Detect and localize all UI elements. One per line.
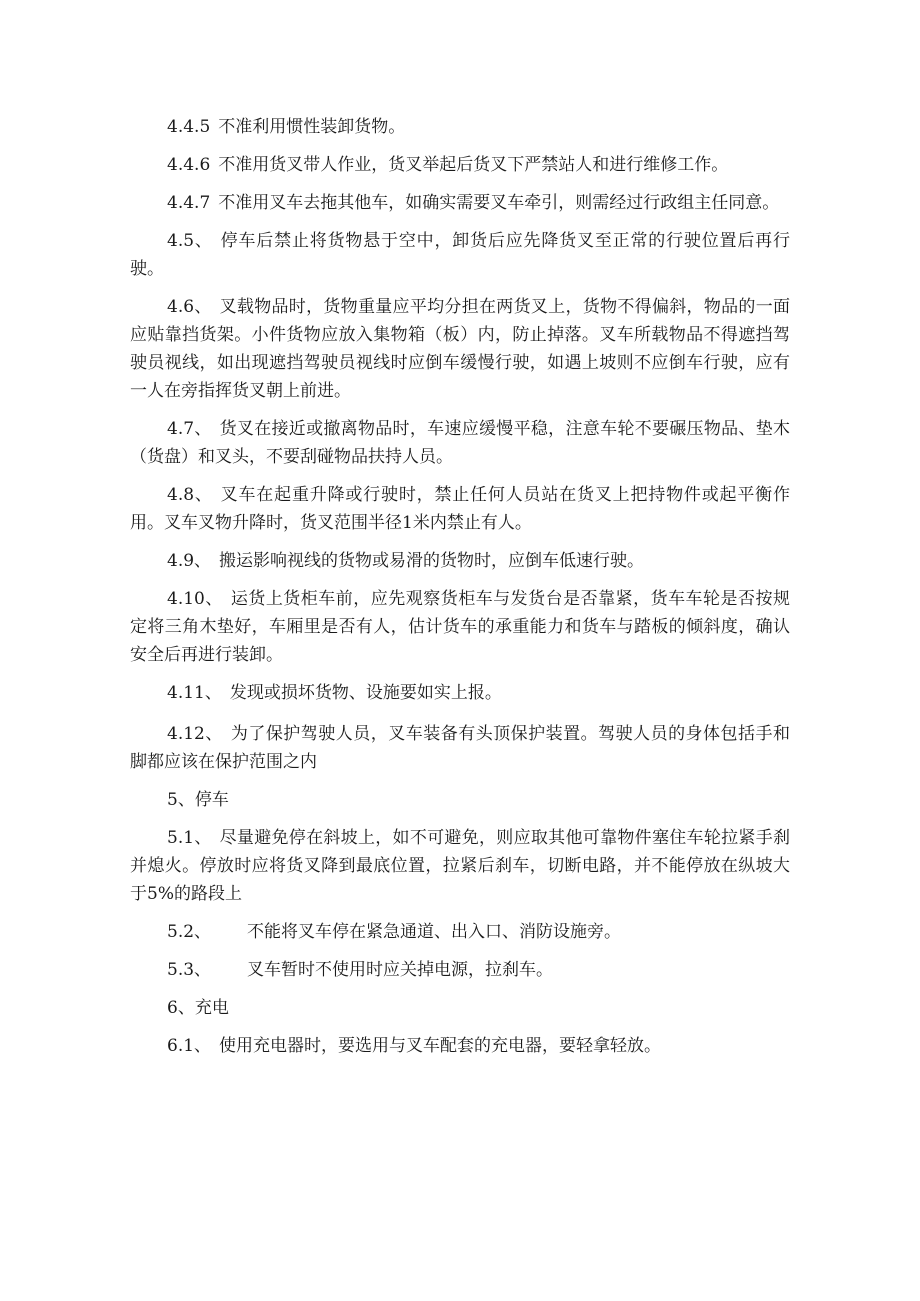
clause-number: 4.11、 [167,683,222,703]
clause-text: 搬运影响视线的货物或易滑的货物时，应倒车低速行驶。 [219,551,645,571]
clause-number: 4.4.6 [167,155,211,175]
clause-text: 尽量避免停在斜坡上，如不可避免，则应取其他可靠物件塞住车轮拉紧手刹并熄火。停放时应将货叉降到最底位置，拉紧后刹车，切断电路，并不能停放在纵坡大于5%的路段上 [130,828,790,904]
clause-4-6 [130,293,790,405]
clause-4-4-7 [130,189,790,217]
clause-4-12 [130,720,790,776]
clause-text: 叉载物品时，货物重量应平均分担在两货叉上，货物不得偏斜，物品的一面应贴靠挡货架。小件货物应放入集物箱（板）内，防止掉落。叉车所载物品不得遮挡驾驶员视线，如出现遮挡驾驶员视线时应倒车缓慢行驶，如遇上坡则不应倒车行驶，应有一人在旁指挥货叉朝上前进。 [130,297,790,401]
clause-text: 发现或损坏货物、设施要如实上报。 [229,683,502,703]
clause-number: 4.9、 [167,551,212,571]
clause-4-4-5 [130,113,790,141]
clause-4-10 [130,585,790,669]
clause-number: 4.12、 [167,724,223,744]
clause-4-9 [130,547,790,575]
clause-4-5 [130,227,790,283]
clause-text: 货叉在接近或撤离物品时，车速应缓慢平稳，注意车轮不要碾压物品、垫木（货盘）和叉头，不要刮碰物品扶持人员。 [130,419,790,467]
clause-4-7 [130,415,790,471]
clause-number: 4.5、 [167,231,213,251]
clause-text: 叉车在起重升降或行驶时，禁止任何人员站在货叉上把持物件或起平衡作用。叉车叉物升降时，货叉范围半径1米内禁止有人。 [130,485,790,533]
clause-number: 4.4.7 [167,193,211,213]
clause-number: 4.10、 [167,589,223,609]
clause-4-4-6 [130,151,790,179]
clause-number: 4.8、 [167,485,213,505]
clause-number: 5.1、 [167,828,212,848]
clause-5-3 [130,956,790,984]
document-body [130,113,790,1070]
clause-text: 不准用货叉带人作业，货叉举起后货叉下严禁站人和进行维修工作。 [218,155,729,175]
clause-text: 运货上货柜车前，应先观察货柜车与发货台是否靠紧，货车车轮是否按规定将三角木垫好，车厢里是否有人，估计货车的承重能力和货车与踏板的倾斜度，确认安全后再进行装卸。 [130,589,791,665]
clause-5-2 [130,918,790,946]
clause-number: 5.3、 [167,960,212,980]
clause-text: 不准用叉车去拖其他车，如确实需要叉车牵引，则需经过行政组主任同意。 [218,193,780,213]
clause-text: 不准利用惯性装卸货物。 [218,117,406,137]
clause-5-1 [130,824,790,908]
clause-number: 5.2、 [167,922,212,942]
clause-number: 4.6、 [167,297,212,317]
clause-number: 4.4.5 [167,117,211,137]
section-number: 6、 [167,998,195,1018]
clause-number: 6.1、 [167,1036,212,1056]
clause-text: 为了保护驾驶人员，叉车装备有头顶保护装置。驾驶人员的身体包括手和脚都应该在保护范围之内 [130,724,791,772]
section-title: 充电 [194,998,229,1018]
clause-4-8 [130,481,790,537]
section-5-heading [130,786,790,814]
clause-number: 4.7、 [167,419,212,439]
section-number: 5、 [167,790,195,810]
clause-text: 停车后禁止将货物悬于空中，卸货后应先降货叉至正常的行驶位置后再行驶。 [130,231,790,279]
clause-text: 不能将叉车停在紧急通道、出入口、消防设施旁。 [247,922,622,942]
section-6-heading [130,994,790,1022]
clause-text: 使用充电器时，要选用与叉车配套的充电器，要轻拿轻放。 [219,1036,662,1056]
clause-text: 叉车暂时不使用时应关掉电源，拉刹车。 [247,960,554,980]
section-title: 停车 [194,790,229,810]
clause-6-1 [130,1032,790,1060]
clause-4-11 [130,679,790,707]
